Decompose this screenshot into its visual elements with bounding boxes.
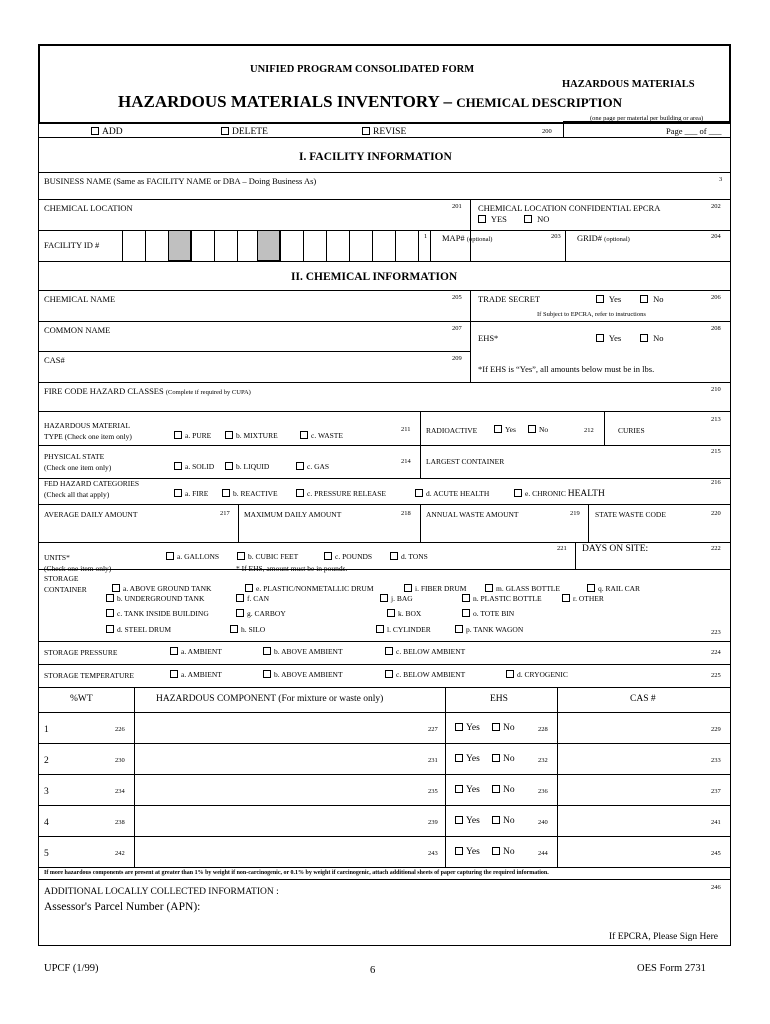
haz-type-label-1: HAZARDOUS MATERIAL bbox=[44, 421, 131, 430]
row-ehs-no[interactable]: No bbox=[492, 847, 515, 857]
rad-code: 212 bbox=[584, 427, 594, 434]
pressure-checkbox[interactable] bbox=[296, 489, 304, 497]
container-i-checkbox[interactable] bbox=[404, 584, 412, 592]
col-ehs: EHS bbox=[490, 694, 508, 704]
sp-above-checkbox[interactable] bbox=[263, 647, 271, 655]
container-m[interactable]: m. GLASS BOTTLE bbox=[485, 584, 560, 593]
delete-option[interactable]: DELETE bbox=[221, 127, 268, 137]
container-n[interactable]: n. PLASTIC BOTTLE bbox=[462, 594, 542, 603]
storage-temp-label: STORAGE TEMPERATURE bbox=[44, 671, 134, 680]
days-code: 222 bbox=[711, 545, 721, 552]
container-p-checkbox[interactable] bbox=[455, 625, 463, 633]
confidential-no[interactable]: NO bbox=[524, 214, 549, 224]
container-q-checkbox[interactable] bbox=[587, 584, 595, 592]
row-code: 226 bbox=[115, 726, 125, 733]
phys-label-2: (Check one item only) bbox=[44, 463, 112, 472]
fed-label-1: FED HAZARD CATEGORIES bbox=[44, 479, 140, 488]
avg-code: 217 bbox=[220, 510, 230, 517]
row-ehs-no[interactable]: No bbox=[492, 816, 515, 826]
row-ehs-no-checkbox[interactable] bbox=[492, 847, 500, 855]
header-note: (one page per material per building or area) bbox=[590, 115, 704, 122]
container-a[interactable]: a. ABOVE GROUND TANK bbox=[112, 584, 211, 593]
st-ambient[interactable]: a. AMBIENT bbox=[170, 670, 222, 679]
row-code: 242 bbox=[115, 850, 125, 857]
additional-code: 246 bbox=[711, 884, 721, 891]
container-code: 223 bbox=[711, 629, 721, 636]
largest-container-label: LARGEST CONTAINER bbox=[426, 457, 505, 466]
chronic-checkbox[interactable] bbox=[514, 489, 522, 497]
trade-yes-checkbox[interactable] bbox=[596, 295, 604, 303]
row-ehs-yes[interactable]: Yes bbox=[455, 816, 480, 826]
fire-checkbox[interactable] bbox=[174, 489, 182, 497]
solid-checkbox[interactable] bbox=[174, 462, 182, 470]
type-pure[interactable]: a. PURE bbox=[174, 431, 211, 440]
row-code: 229 bbox=[711, 726, 721, 733]
row-code: 240 bbox=[538, 819, 548, 826]
days-on-site-label: DAYS ON SITE: bbox=[582, 544, 649, 554]
row-number: 4 bbox=[44, 818, 49, 828]
row-ehs-no-checkbox[interactable] bbox=[492, 723, 500, 731]
row-ehs-no-checkbox[interactable] bbox=[492, 754, 500, 762]
section-facility-title: I. FACILITY INFORMATION bbox=[299, 151, 452, 163]
row-ehs-no-checkbox[interactable] bbox=[492, 785, 500, 793]
row-ehs-yes-checkbox[interactable] bbox=[455, 785, 463, 793]
trade-no[interactable]: No bbox=[640, 294, 664, 304]
container-e[interactable]: e. PLASTIC/NONMETALLIC DRUM bbox=[245, 584, 374, 593]
st-ambient-checkbox[interactable] bbox=[170, 670, 178, 678]
gas-checkbox[interactable] bbox=[296, 462, 304, 470]
row-ehs-no[interactable]: No bbox=[492, 723, 515, 733]
pure-checkbox[interactable] bbox=[174, 431, 182, 439]
st-above-checkbox[interactable] bbox=[263, 670, 271, 678]
largest-code: 215 bbox=[711, 448, 721, 455]
row-ehs-no-checkbox[interactable] bbox=[492, 816, 500, 824]
common-code: 207 bbox=[452, 325, 462, 332]
col-wt: %WT bbox=[70, 694, 93, 704]
pounds-checkbox[interactable] bbox=[324, 552, 332, 560]
container-k-checkbox[interactable] bbox=[387, 609, 395, 617]
row-code: 239 bbox=[428, 819, 438, 826]
common-name-label: COMMON NAME bbox=[44, 325, 111, 335]
chem-location-code: 201 bbox=[452, 203, 462, 210]
ehs-code: 208 bbox=[711, 325, 721, 332]
container-n-checkbox[interactable] bbox=[462, 594, 470, 602]
row-code: 245 bbox=[711, 850, 721, 857]
units-tons[interactable]: d. TONS bbox=[390, 552, 428, 561]
revise-checkbox[interactable] bbox=[362, 127, 370, 135]
footer-left: UPCF (1/99) bbox=[44, 963, 99, 974]
row-ehs-yes-checkbox[interactable] bbox=[455, 723, 463, 731]
reactive-checkbox[interactable] bbox=[222, 489, 230, 497]
sp-ambient[interactable]: a. AMBIENT bbox=[170, 647, 222, 656]
fire-code-label: FIRE CODE HAZARD CLASSES (Complete if required by CUPA) bbox=[44, 386, 251, 396]
storage-label-1: STORAGE bbox=[44, 574, 79, 583]
row-number: 2 bbox=[44, 756, 49, 766]
confidential-no-checkbox[interactable] bbox=[524, 215, 532, 223]
container-e-checkbox[interactable] bbox=[245, 584, 253, 592]
chemical-location-label: CHEMICAL LOCATION bbox=[44, 203, 133, 213]
units-label-1: UNITS* bbox=[44, 553, 70, 562]
row-ehs-yes[interactable]: Yes bbox=[455, 723, 480, 733]
row-code: 238 bbox=[115, 819, 125, 826]
sp-above[interactable]: b. ABOVE AMBIENT bbox=[263, 647, 343, 656]
container-d[interactable]: d. STEEL DRUM bbox=[106, 625, 171, 634]
map-label: MAP# (optional) bbox=[442, 233, 493, 243]
type-code: 211 bbox=[401, 426, 411, 433]
max-daily-label: MAXIMUM DAILY AMOUNT bbox=[244, 510, 342, 519]
grid-label: GRID# (optional) bbox=[577, 233, 630, 243]
container-q[interactable]: q. RAIL CAR bbox=[587, 584, 640, 593]
trade-code: 206 bbox=[711, 294, 721, 301]
rad-yes[interactable]: Yes bbox=[494, 425, 516, 434]
business-name-label: BUSINESS NAME (Same as FACILITY NAME or DBA – Doing Business As) bbox=[44, 176, 317, 186]
fed-acute[interactable]: d. ACUTE HEALTH bbox=[415, 489, 489, 498]
row-code: 234 bbox=[115, 788, 125, 795]
page-number: Page ___ of ___ bbox=[666, 126, 722, 136]
container-k[interactable]: k. BOX bbox=[387, 609, 421, 618]
confidential-yes-checkbox[interactable] bbox=[478, 215, 486, 223]
confidential-yes[interactable]: YES bbox=[478, 214, 507, 224]
row-ehs-no[interactable]: No bbox=[492, 754, 515, 764]
fed-fire[interactable]: a. FIRE bbox=[174, 489, 208, 498]
row-number: 3 bbox=[44, 787, 49, 797]
container-h-checkbox[interactable] bbox=[230, 625, 238, 633]
container-g-checkbox[interactable] bbox=[236, 609, 244, 617]
trade-no-checkbox[interactable] bbox=[640, 295, 648, 303]
rad-yes-checkbox[interactable] bbox=[494, 425, 502, 433]
container-b-checkbox[interactable] bbox=[106, 594, 114, 602]
sp-below-checkbox[interactable] bbox=[385, 647, 393, 655]
section-chemical-title: II. CHEMICAL INFORMATION bbox=[291, 271, 458, 283]
row-ehs-yes-checkbox[interactable] bbox=[455, 816, 463, 824]
footer-page: 6 bbox=[370, 965, 376, 976]
units-cubic[interactable]: b. CUBIC FEET bbox=[237, 552, 298, 561]
container-a-checkbox[interactable] bbox=[112, 584, 120, 592]
row-code: 236 bbox=[538, 788, 548, 795]
components-note: If more hazardous components are present at greater than 1% by weight if non-carcinogenic, or 0.1% by weight if carcinogenic, attach additional sheets of paper capturing the required information. bbox=[44, 870, 549, 876]
row-code: 227 bbox=[428, 726, 438, 733]
row-code: 241 bbox=[711, 819, 721, 826]
map-code: 203 bbox=[551, 233, 561, 240]
container-o[interactable]: o. TOTE BIN bbox=[462, 609, 514, 618]
st-above[interactable]: b. ABOVE AMBIENT bbox=[263, 670, 343, 679]
ehs-yes[interactable]: Yes bbox=[596, 333, 621, 343]
page-title: HAZARDOUS MATERIALS INVENTORY – CHEMICAL DESCRIPTION bbox=[118, 92, 622, 111]
ehs-no-checkbox[interactable] bbox=[640, 334, 648, 342]
row-ehs-yes-checkbox[interactable] bbox=[455, 847, 463, 855]
st-below-checkbox[interactable] bbox=[385, 670, 393, 678]
phys-solid[interactable]: a. SOLID bbox=[174, 462, 214, 471]
container-l-checkbox[interactable] bbox=[376, 625, 384, 633]
trade-yes[interactable]: Yes bbox=[596, 294, 621, 304]
annual-waste-label: ANNUAL WASTE AMOUNT bbox=[426, 510, 519, 519]
units-pounds[interactable]: c. POUNDS bbox=[324, 552, 372, 561]
row-ehs-yes[interactable]: Yes bbox=[455, 785, 480, 795]
row-code: 230 bbox=[115, 757, 125, 764]
row-code: 231 bbox=[428, 757, 438, 764]
fire-code-num: 210 bbox=[711, 386, 721, 393]
fed-label-2: (Check all that apply) bbox=[44, 490, 110, 499]
row-number: 1 bbox=[44, 725, 49, 735]
sp-below[interactable]: c. BELOW AMBIENT bbox=[385, 647, 465, 656]
storage-label-2: CONTAINER bbox=[44, 585, 87, 594]
revise-option[interactable]: REVISE bbox=[362, 127, 406, 137]
ehs-label: EHS* bbox=[478, 333, 499, 343]
trade-secret-label: TRADE SECRET bbox=[478, 294, 541, 304]
row-ehs-yes[interactable]: Yes bbox=[455, 847, 480, 857]
cas-label: CAS# bbox=[44, 355, 65, 365]
delete-checkbox[interactable] bbox=[221, 127, 229, 135]
phys-liquid[interactable]: b. LIQUID bbox=[225, 462, 269, 471]
container-f[interactable]: f. CAN bbox=[236, 594, 269, 603]
waste-checkbox[interactable] bbox=[300, 431, 308, 439]
add-option[interactable]: ADD bbox=[91, 127, 123, 137]
fed-pressure[interactable]: c. PRESSURE RELEASE bbox=[296, 489, 386, 498]
container-f-checkbox[interactable] bbox=[236, 594, 244, 602]
haz-type-label-2: TYPE (Check one item only) bbox=[44, 432, 132, 441]
facility-code: 1 bbox=[424, 233, 428, 240]
row-code: 233 bbox=[711, 757, 721, 764]
epcra-note: If Subject to EPCRA, refer to instructions bbox=[537, 311, 646, 318]
col-component: HAZARDOUS COMPONENT (For mixture or waste only) bbox=[156, 694, 384, 704]
container-b[interactable]: b. UNDERGROUND TANK bbox=[106, 594, 204, 603]
form-name: UNIFIED PROGRAM CONSOLIDATED FORM bbox=[250, 64, 475, 75]
curies-code: 213 bbox=[711, 416, 721, 423]
row-number: 5 bbox=[44, 849, 49, 859]
cubic-checkbox[interactable] bbox=[237, 552, 245, 560]
row-code: 243 bbox=[428, 850, 438, 857]
additional-info-label: ADDITIONAL LOCALLY COLLECTED INFORMATION : bbox=[44, 887, 279, 897]
container-h[interactable]: h. SILO bbox=[230, 625, 265, 634]
footer-right: OES Form 2731 bbox=[637, 963, 706, 974]
ehs-note: *If EHS is “Yes”, all amounts below must be in lbs. bbox=[478, 364, 655, 374]
acute-checkbox[interactable] bbox=[415, 489, 423, 497]
curies-label: CURIES bbox=[618, 426, 645, 435]
container-j-checkbox[interactable] bbox=[380, 594, 388, 602]
type-waste[interactable]: c. WASTE bbox=[300, 431, 343, 440]
container-d-checkbox[interactable] bbox=[106, 625, 114, 633]
container-i[interactable]: i. FIBER DRUM bbox=[404, 584, 466, 593]
mixture-checkbox[interactable] bbox=[225, 431, 233, 439]
add-checkbox[interactable] bbox=[91, 127, 99, 135]
fed-code: 216 bbox=[711, 479, 721, 486]
sp-ambient-checkbox[interactable] bbox=[170, 647, 178, 655]
row-code: 228 bbox=[538, 726, 548, 733]
container-p[interactable]: p. TANK WAGON bbox=[455, 625, 523, 634]
container-l[interactable]: l. CYLINDER bbox=[376, 625, 431, 634]
annual-code: 219 bbox=[570, 510, 580, 517]
sp-code: 224 bbox=[711, 649, 721, 656]
ehs-yes-checkbox[interactable] bbox=[596, 334, 604, 342]
row-code: 235 bbox=[428, 788, 438, 795]
container-g[interactable]: g. CARBOY bbox=[236, 609, 286, 618]
phys-gas[interactable]: c. GAS bbox=[296, 462, 329, 471]
units-note: * If EHS, amount must be in pounds. bbox=[236, 564, 348, 573]
row-ehs-yes[interactable]: Yes bbox=[455, 754, 480, 764]
radioactive-label: RADIOACTIVE bbox=[426, 426, 478, 435]
st-cryogenic[interactable]: d. CRYOGENIC bbox=[506, 670, 568, 679]
col-cas: CAS # bbox=[630, 694, 656, 704]
row-code: 244 bbox=[538, 850, 548, 857]
ehs-no[interactable]: No bbox=[640, 333, 664, 343]
confidential-label: CHEMICAL LOCATION CONFIDENTIAL EPCRA bbox=[478, 203, 661, 213]
apn-label: Assessor's Parcel Number (APN): bbox=[44, 901, 201, 913]
row-ehs-yes-checkbox[interactable] bbox=[455, 754, 463, 762]
max-code: 218 bbox=[401, 510, 411, 517]
st-below[interactable]: c. BELOW AMBIENT bbox=[385, 670, 465, 679]
container-r[interactable]: r. OTHER bbox=[562, 594, 604, 603]
chemical-name-label: CHEMICAL NAME bbox=[44, 294, 116, 304]
container-m-checkbox[interactable] bbox=[485, 584, 493, 592]
form-category: HAZARDOUS MATERIALS bbox=[562, 79, 695, 90]
row-code: 232 bbox=[538, 757, 548, 764]
action-code: 200 bbox=[542, 128, 552, 135]
units-gallons[interactable]: a. GALLONS bbox=[166, 552, 219, 561]
container-o-checkbox[interactable] bbox=[462, 609, 470, 617]
st-cryogenic-checkbox[interactable] bbox=[506, 670, 514, 678]
fed-reactive[interactable]: b. REACTIVE bbox=[222, 489, 278, 498]
rad-no-checkbox[interactable] bbox=[528, 425, 536, 433]
container-j[interactable]: j. BAG bbox=[380, 594, 413, 603]
units-label-2: (Check one item only) bbox=[44, 564, 112, 573]
business-code: 3 bbox=[719, 176, 723, 183]
gallons-checkbox[interactable] bbox=[166, 552, 174, 560]
chemical-name-code: 205 bbox=[452, 294, 462, 301]
epcra-sign[interactable]: If EPCRA, Please Sign Here bbox=[609, 932, 718, 942]
storage-pressure-label: STORAGE PRESSURE bbox=[44, 648, 118, 657]
container-r-checkbox[interactable] bbox=[562, 594, 570, 602]
row-ehs-no[interactable]: No bbox=[492, 785, 515, 795]
rad-no[interactable]: No bbox=[528, 425, 548, 434]
tons-checkbox[interactable] bbox=[390, 552, 398, 560]
type-mixture[interactable]: b. MIXTURE bbox=[225, 431, 278, 440]
units-code: 221 bbox=[557, 545, 567, 552]
confidential-code: 202 bbox=[711, 203, 721, 210]
liquid-checkbox[interactable] bbox=[225, 462, 233, 470]
row-code: 237 bbox=[711, 788, 721, 795]
grid-code: 204 bbox=[711, 233, 721, 240]
phys-code: 214 bbox=[401, 458, 411, 465]
facility-id-label: FACILITY ID # bbox=[44, 240, 100, 250]
fed-chronic[interactable]: e. CHRONIC HEALTH bbox=[514, 489, 605, 499]
state-code: 220 bbox=[711, 510, 721, 517]
avg-daily-label: AVERAGE DAILY AMOUNT bbox=[44, 510, 138, 519]
cas-code: 209 bbox=[452, 355, 462, 362]
state-waste-label: STATE WASTE CODE bbox=[595, 510, 666, 519]
container-c[interactable]: c. TANK INSIDE BUILDING bbox=[106, 609, 209, 618]
st-code: 225 bbox=[711, 672, 721, 679]
container-c-checkbox[interactable] bbox=[106, 609, 114, 617]
phys-label-1: PHYSICAL STATE bbox=[44, 452, 105, 461]
